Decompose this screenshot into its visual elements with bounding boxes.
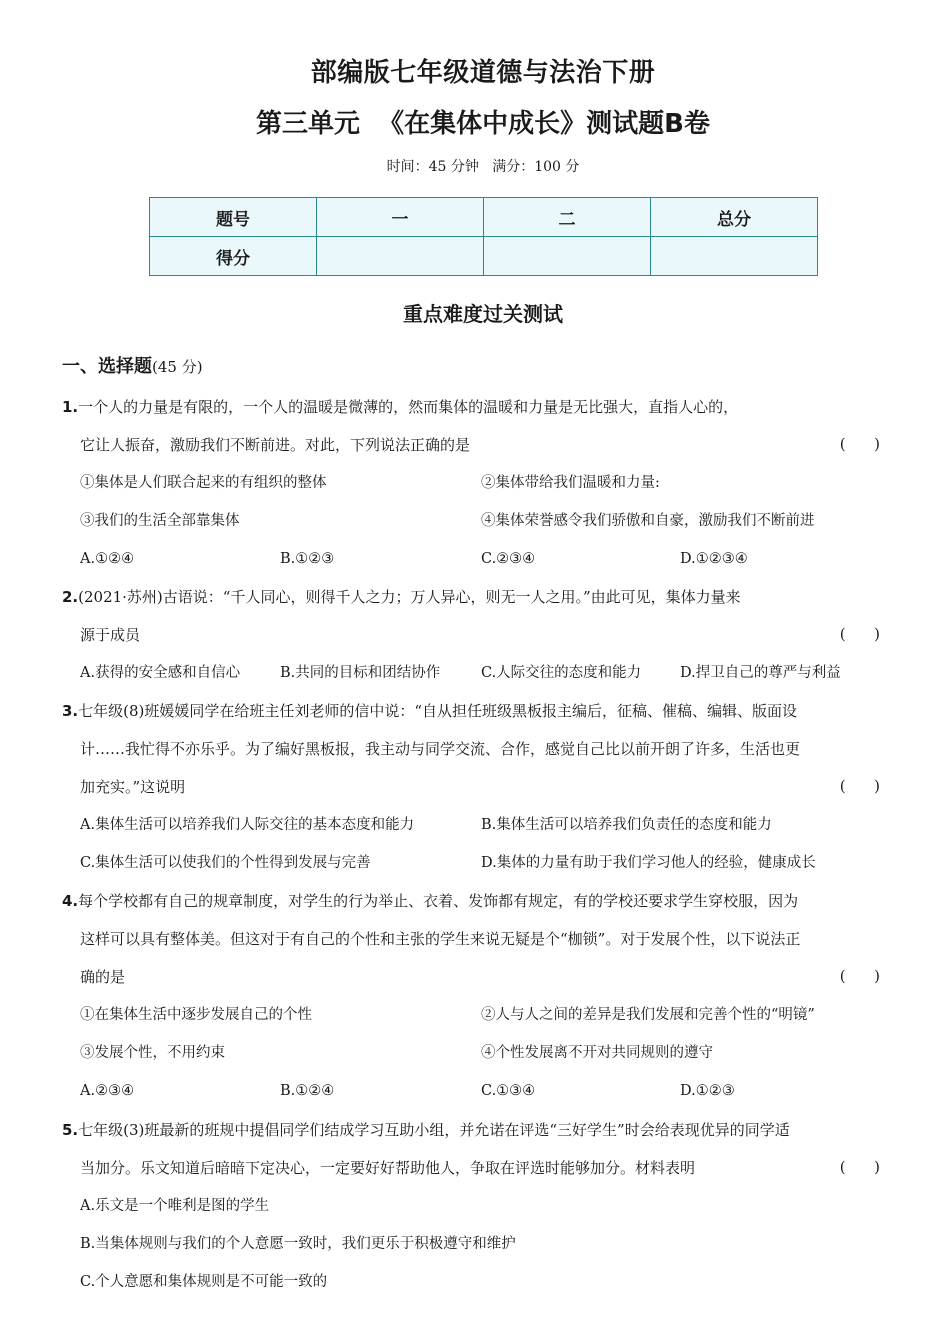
question-3-text-1: 七年级(8)班媛媛同学在给班主任刘老师的信中说：“自从担任班级黑板报主编后，征稿、催稿、编辑、版面设: [78, 702, 798, 720]
question-4-text-1: 每个学校都有自己的规章制度，对学生的行为举止、衣着、发饰都有规定，有的学校还要求学生穿校服，因为: [78, 892, 799, 910]
score-cell-part-2[interactable]: [484, 237, 651, 276]
question-3-option-b[interactable]: B.集体生活可以培养我们负责任的态度和能力: [481, 817, 772, 833]
question-1-line-1: [62, 397, 738, 417]
question-4-line-1: [62, 891, 798, 911]
question-4-option-a[interactable]: A.②③④: [80, 1083, 135, 1099]
question-3-option-a[interactable]: A.集体生活可以培养我们人际交往的基本态度和能力: [80, 817, 415, 833]
header-cell-part-2: 二: [484, 198, 651, 237]
question-4-option-b[interactable]: B.①②④: [280, 1083, 335, 1099]
question-1-option-c[interactable]: C.②③④: [481, 551, 536, 567]
question-5-number: 5.: [62, 1121, 79, 1139]
question-3-line-3: 加充实。”这说明: [80, 778, 186, 796]
question-2-line-1: [62, 587, 741, 607]
question-2-option-b[interactable]: B.共同的目标和团结协作: [280, 665, 441, 681]
question-3-line-1: [62, 701, 797, 721]
question-1-option-a[interactable]: A.①②④: [80, 551, 135, 567]
question-2-option-a[interactable]: A.获得的安全感和自信心: [80, 665, 241, 681]
question-3-line-2: 计……我忙得不亦乐乎。为了编好黑板报，我主动与同学交流、合作，感觉自己比以前开朗了许多，生活也更: [80, 740, 801, 758]
question-5-option-b[interactable]: B.当集体规则与我们的个人意愿一致时，我们更乐于积极遵守和维护: [80, 1236, 516, 1252]
question-4-line-2: 这样可以具有整体美。但这对于有自己的个性和主张的学生来说无疑是个“枷锁”。对于发展个性，以下说法正: [80, 930, 801, 948]
question-2-option-c[interactable]: C.人际交往的态度和能力: [481, 665, 642, 681]
question-5-option-c[interactable]: C.个人意愿和集体规则是不可能一致的: [80, 1274, 328, 1290]
part-1-heading: [62, 352, 203, 378]
question-5-text-1: 七年级(3)班最新的班规中提倡同学们结成学习互助小组，并允诺在评选“三好学生”时会给表现优异的同学适: [78, 1121, 790, 1139]
header-cell-total: 总分: [651, 198, 818, 237]
question-1-statement-2: ②集体带给我们温暖和力量:: [481, 475, 660, 491]
question-2-number: 2.: [62, 588, 79, 606]
document-subtitle: 第三单元 《在集体中成长》测试题B卷: [256, 109, 710, 139]
score-cell-part-1[interactable]: [317, 237, 484, 276]
section-title: 重点难度过关测试: [403, 302, 563, 326]
score-table: [149, 197, 818, 276]
row-label-score: 得分: [150, 237, 317, 276]
question-2-option-d[interactable]: D.捍卫自己的尊严与利益: [680, 665, 841, 681]
question-5-line-2: 当加分。乐文知道后暗暗下定决心，一定要好好帮助他人，争取在评选时能够加分。材料表明: [80, 1159, 696, 1177]
question-3-option-c[interactable]: C.集体生活可以使我们的个性得到发展与完善: [80, 855, 371, 871]
question-1-answer-blank[interactable]: ( ): [839, 435, 880, 453]
header-cell-part-1: 一: [317, 198, 484, 237]
question-4-statement-2: ②人与人之间的差异是我们发展和完善个性的“明镜”: [481, 1007, 815, 1023]
time-and-score: 时间：45 分钟 满分：100 分: [386, 159, 580, 175]
question-4-number: 4.: [62, 892, 79, 910]
question-5-answer-blank[interactable]: ( ): [839, 1158, 880, 1176]
part-1-points: (45 分): [152, 358, 203, 376]
question-1-option-b[interactable]: B.①②③: [280, 551, 335, 567]
question-1-text-1: 一个人的力量是有限的，一个人的温暖是微薄的，然而集体的温暖和力量是无比强大，直指人心的，: [78, 398, 739, 416]
question-2-answer-blank[interactable]: ( ): [839, 625, 880, 643]
question-5-option-a[interactable]: A.乐文是一个唯利是图的学生: [80, 1198, 270, 1214]
question-1-statement-1: ①集体是人们联合起来的有组织的整体: [80, 475, 327, 491]
header-cell-question-number: 题号: [150, 198, 317, 237]
question-5-line-1: [62, 1120, 790, 1140]
question-1-statement-3: ③我们的生活全部靠集体: [80, 513, 240, 529]
question-2-line-2: 源于成员: [80, 626, 141, 644]
question-2-text-1: (2021·苏州)古语说：“千人同心，则得千人之力；万人异心，则无一人之用。”由此可见，集体力量来: [78, 588, 741, 606]
question-4-statement-4: ④个性发展离不开对共同规则的遵守: [481, 1045, 713, 1061]
score-table-header-row: [150, 198, 818, 237]
question-4-line-3: 确的是: [80, 968, 126, 986]
score-table-score-row: [150, 237, 818, 276]
question-3-option-d[interactable]: D.集体的力量有助于我们学习他人的经验，健康成长: [481, 855, 816, 871]
question-4-answer-blank[interactable]: ( ): [839, 967, 880, 985]
question-1-number: 1.: [62, 398, 79, 416]
question-3-number: 3.: [62, 702, 79, 720]
question-1-option-d[interactable]: D.①②③④: [680, 551, 748, 567]
question-4-option-c[interactable]: C.①③④: [481, 1083, 536, 1099]
question-1-line-2: 它让人振奋，激励我们不断前进。对此，下列说法正确的是: [80, 436, 471, 454]
question-1-statement-4: ④集体荣誉感令我们骄傲和自豪，激励我们不断前进: [481, 513, 815, 529]
question-4-statement-1: ①在集体生活中逐步发展自己的个性: [80, 1007, 312, 1023]
question-3-answer-blank[interactable]: ( ): [839, 777, 880, 795]
question-4-statement-3: ③发展个性，不用约束: [80, 1045, 225, 1061]
score-cell-total[interactable]: [651, 237, 818, 276]
question-4-option-d[interactable]: D.①②③: [680, 1083, 735, 1099]
part-1-label: 一、选择题: [62, 356, 152, 377]
document-title: 部编版七年级道德与法治下册: [310, 58, 656, 88]
